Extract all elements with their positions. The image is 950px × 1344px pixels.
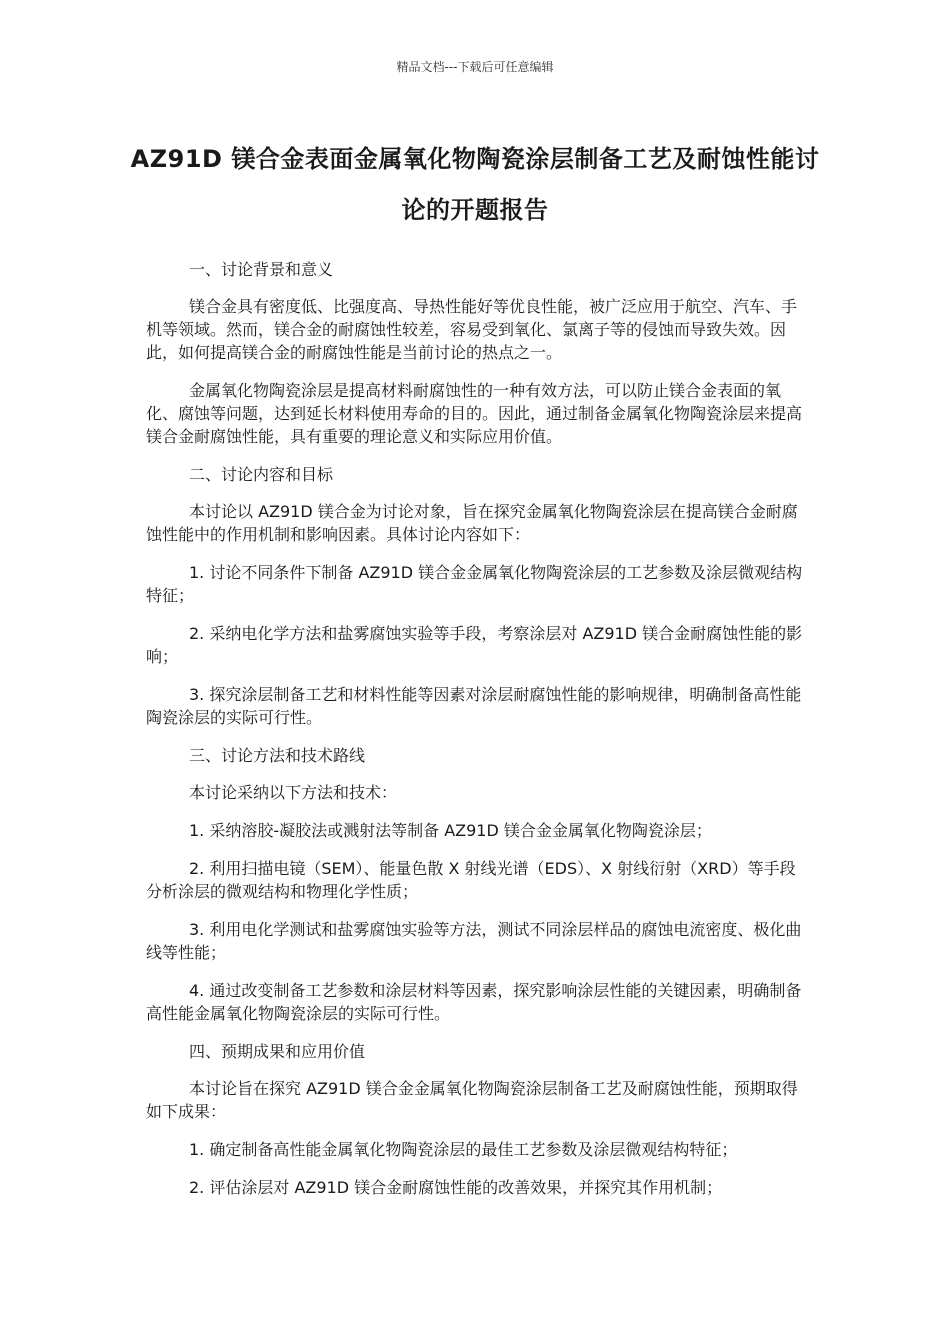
section-heading-2: 二、讨论内容和目标 [189,465,334,484]
list-item: 3. 利用电化学测试和盐雾腐蚀实验等方法，测试不同涂层样品的腐蚀电流密度、极化曲线等性能； [146,920,802,962]
body-paragraph: 镁合金具有密度低、比强度高、导热性能好等优良性能，被广泛应用于航空、汽车、手机等领域。然而，镁合金的耐腐蚀性较差，容易受到氧化、氯离子等的侵蚀而导致失效。因此，如何提高镁合金的耐腐蚀性能是当前讨论的热点之一。 [146,297,798,362]
body-paragraph: 本讨论采纳以下方法和技术： [189,783,398,802]
list-item: 1. 确定制备高性能金属氧化物陶瓷涂层的最佳工艺参数及涂层微观结构特征； [189,1140,738,1159]
list-item: 3. 探究涂层制备工艺和材料性能等因素对涂层耐腐蚀性能的影响规律，明确制备高性能陶瓷涂层的实际可行性。 [146,685,802,727]
list-item: 2. 评估涂层对 AZ91D 镁合金耐腐蚀性能的改善效果，并探究其作用机制； [189,1178,723,1197]
list-item: 4. 通过改变制备工艺参数和涂层材料等因素，探究影响涂层性能的关键因素，明确制备高性能金属氧化物陶瓷涂层的实际可行性。 [146,981,802,1023]
page-header: 精品文档---下载后可任意编辑 [396,60,554,74]
section-heading-4: 四、预期成果和应用价值 [189,1042,366,1061]
section-heading-3: 三、讨论方法和技术路线 [189,746,366,765]
body-paragraph: 本讨论以 AZ91D 镁合金为讨论对象，旨在探究金属氧化物陶瓷涂层在提高镁合金耐腐蚀性能中的作用机制和影响因素。具体讨论内容如下： [146,502,798,544]
list-item: 1. 讨论不同条件下制备 AZ91D 镁合金金属氧化物陶瓷涂层的工艺参数及涂层微观结构特征； [146,563,803,605]
list-item: 2. 利用扫描电镜（SEM）、能量色散 X 射线光谱（EDS）、X 射线衍射（XRD）等手段分析涂层的微观结构和物理化学性质； [146,859,796,901]
document-title: AZ91D 镁合金表面金属氧化物陶瓷涂层制备工艺及耐蚀性能讨论的开题报告 [130,145,820,224]
list-item: 2. 采纳电化学方法和盐雾腐蚀实验等手段，考察涂层对 AZ91D 镁合金耐腐蚀性能的影响； [146,624,803,666]
body-paragraph: 本讨论旨在探究 AZ91D 镁合金金属氧化物陶瓷涂层制备工艺及耐腐蚀性能，预期取得如下成果： [146,1079,798,1121]
section-heading-1: 一、讨论背景和意义 [189,260,334,279]
document-body [146,258,810,1214]
body-paragraph: 金属氧化物陶瓷涂层是提高材料耐腐蚀性的一种有效方法，可以防止镁合金表面的氧化、腐蚀等问题，达到延长材料使用寿命的目的。因此，通过制备金属氧化物陶瓷涂层来提高镁合金耐腐蚀性能，具有重要的理论意义和实际应用价值。 [146,381,803,446]
list-item: 1. 采纳溶胶-凝胶法或溅射法等制备 AZ91D 镁合金金属氧化物陶瓷涂层； [189,821,712,840]
